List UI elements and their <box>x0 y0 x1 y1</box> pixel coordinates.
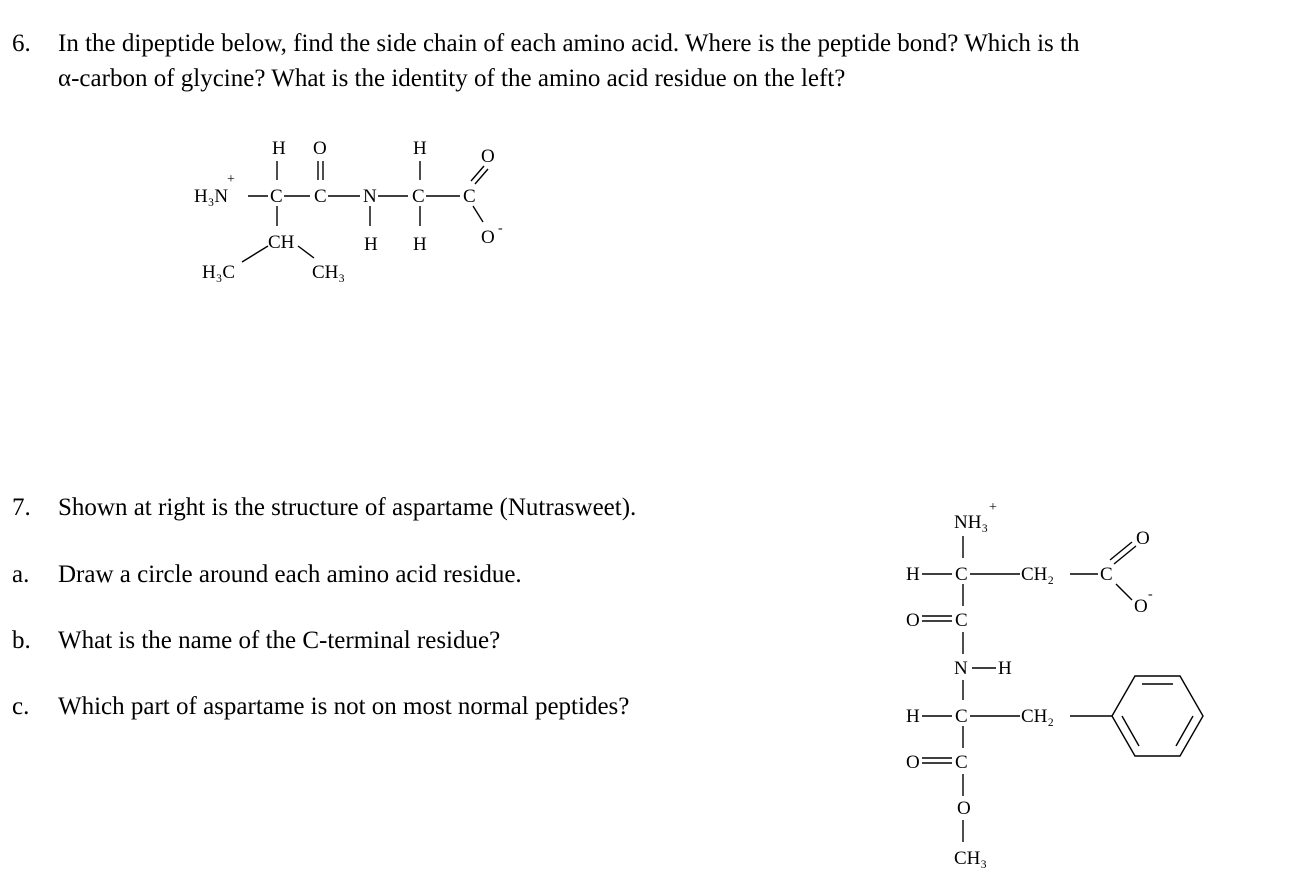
dipeptide-h3n: H₃N <box>194 186 229 207</box>
dipeptide-ch3: CH₃ <box>312 262 346 283</box>
dipeptide-carboxyl-c: C <box>463 186 476 207</box>
question-6-line-2: α-carbon of glycine? What is the identity of the amino acid residue on the left? <box>58 65 846 92</box>
question-7a-text: Draw a circle around each amino acid residue. <box>58 561 522 588</box>
dipeptide-carbonyl-c: C <box>314 186 327 207</box>
aspartame-ch2-2: CH₂ <box>1021 706 1055 727</box>
question-7b <box>12 623 500 658</box>
dipeptide-structure <box>180 128 540 298</box>
dipeptide-o-single: O <box>481 227 495 248</box>
question-7c <box>12 689 629 724</box>
dipeptide-alpha-c-1: C <box>270 186 283 207</box>
dipeptide-alpha-c-2: C <box>412 186 425 207</box>
dipeptide-bond-c-o-single <box>473 206 483 222</box>
phenyl-double-bond-2 <box>1176 716 1193 746</box>
dipeptide-n: N <box>363 186 377 207</box>
question-6-line-1 <box>12 26 1079 61</box>
question-7b-text: What is the name of the C-terminal residue? <box>58 627 501 654</box>
aspartame-c4: C <box>955 752 968 773</box>
dipeptide-o-carbonyl: O <box>313 138 327 159</box>
aspartame-c3: C <box>955 706 968 727</box>
question-7-text: Shown at right is the structure of aspartame (Nutrasweet). <box>58 494 637 521</box>
dipeptide-bond-c-o-double-2 <box>475 169 488 184</box>
aspartame-o-minus: - <box>1148 587 1153 602</box>
aspartame-c2: C <box>955 610 968 631</box>
question-7c-text: Which part of aspartame is not on most normal peptides? <box>58 693 630 720</box>
question-6-text-1: In the dipeptide below, find the side chain of each amino acid. Where is the peptide bond? Which is th <box>58 30 1080 57</box>
aspartame-carboxyl-c: C <box>1100 564 1113 585</box>
question-7 <box>12 490 636 525</box>
dipeptide-h-top-1: H <box>272 138 286 159</box>
question-7a-label: a. <box>12 561 30 588</box>
aspartame-o-ester: O <box>957 798 971 819</box>
aspartame-bond-c-o-double-2 <box>1114 546 1136 564</box>
dipeptide-h-bottom-c: H <box>413 234 427 255</box>
aspartame-h-1: H <box>906 564 920 585</box>
question-7b-label: b. <box>12 627 31 654</box>
aspartame-structure <box>880 490 1290 878</box>
dipeptide-h-bottom-n: H <box>364 234 378 255</box>
dipeptide-h3c: H₃C <box>202 262 236 283</box>
dipeptide-bond-c-o-double-1 <box>471 166 484 181</box>
aspartame-o-carbonyl-2: O <box>906 752 920 773</box>
question-7a <box>12 557 522 592</box>
aspartame-n: N <box>954 658 968 679</box>
dipeptide-o-double: O <box>481 146 495 167</box>
dipeptide-bond-ch-h3c <box>242 246 268 262</box>
aspartame-plus: + <box>989 500 997 515</box>
aspartame-bond-c-o-double-1 <box>1110 542 1132 560</box>
question-6 <box>12 26 1079 96</box>
aspartame-ch2-1: CH₂ <box>1021 564 1055 585</box>
dipeptide-ch: CH <box>268 232 295 253</box>
question-6-number: 6. <box>12 30 31 57</box>
phenyl-double-bond-3 <box>1122 716 1139 746</box>
dipeptide-h-top-2: H <box>413 138 427 159</box>
aspartame-c1: C <box>955 564 968 585</box>
dipeptide-o-minus: - <box>498 221 503 236</box>
aspartame-bond-c-o-single <box>1116 584 1132 600</box>
aspartame-ch3: CH₃ <box>954 848 988 869</box>
aspartame-h-n: H <box>998 658 1012 679</box>
phenyl-ring <box>1112 676 1203 756</box>
dipeptide-plus: + <box>227 172 235 187</box>
aspartame-h-2: H <box>906 706 920 727</box>
aspartame-o-double: O <box>1136 528 1150 549</box>
question-7c-label: c. <box>12 693 30 720</box>
aspartame-o-carbonyl-1: O <box>906 610 920 631</box>
question-7-number: 7. <box>12 494 31 521</box>
aspartame-o-single: O <box>1134 596 1148 617</box>
dipeptide-bond-ch-ch3 <box>298 246 314 258</box>
aspartame-nh3: NH₃ <box>954 512 989 533</box>
